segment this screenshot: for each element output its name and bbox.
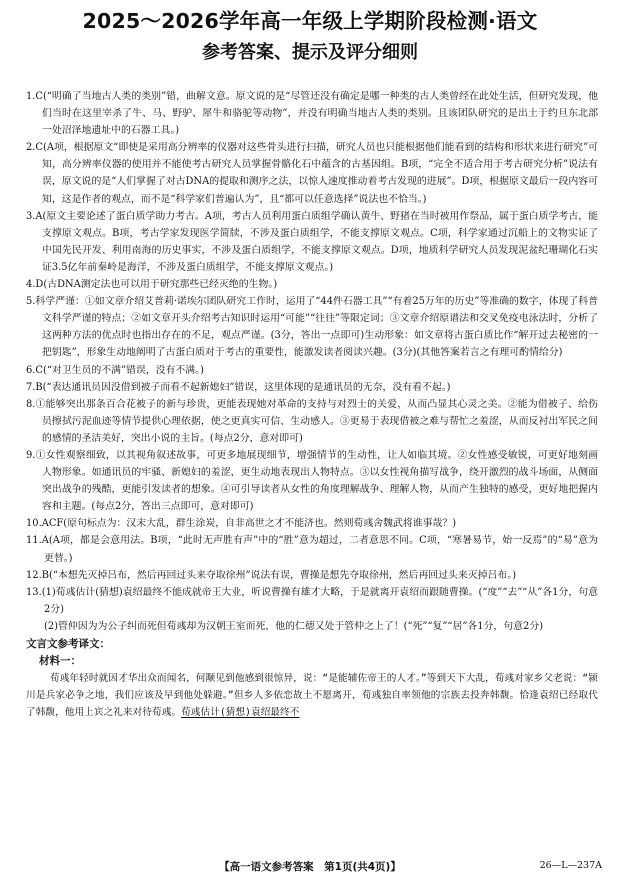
answer-subitem: (2)管仲因为为公子纠而死但荀彧却为汉朝王室而死，他的仁德又处于管仲之上了！(“死”“复”“居”各1分，句意2分) bbox=[44, 620, 544, 632]
answer-item: 3.A(原文主要论述了蛋白质学助力考古。A项，考古人员利用蛋白质组学确认黄牛、野猪在当时被用作祭品，属于蛋白质学考古，能支撑原文观点。B项，考古学家发现医学简牍，不涉及蛋白质组学，不能支撑原文观点。C项，科学家通过沉船上的文物实证了中国先民开发、利用南海的历史事实，不涉及蛋白质组学，不能支撑原文观点。D项，地质科学研究人员发现泥盆纪珊瑚化石实证3.5亿年前秦岭是海洋，不涉及蛋白质组学，不能支撑原文观点。) bbox=[26, 210, 598, 273]
answer-item: 1.C(“明确了当地古人类的类别”错，曲解文意。原文说的是“尽管还没有确定是哪一种类的古人类曾经在此处生活，但研究发现，他们当时在这里宰杀了牛、马、野驴、犀牛和骆驼等动物”，并没有明确当地古人类的类别。且该团队研究的是出土于约旦东北部一处沼泽地遗址中的石器工具。) bbox=[26, 91, 598, 137]
answer-item: 5.科学严谨：①如文章介绍艾普莉·诺埃尔团队研究工作时，运用了“44件石器工具”“有着25万年的历史”等准确的数字，体现了科普文科学严谨的特点；②如文章开头介绍考古知识时运用“可能”“往往”等限定词；③文章介绍原谱法和交叉免疫电泳法时，分析了这两种方法的优点时也指出存在的不足，观点严谨。(3分，答出一点即可)生动形象：如文章将古蛋白质比作“解开过去秘密的一把钥匙”，形象生动地阐明了古蛋白质对于考古的重要性，能激发读者阅读兴趣。(3分)(其他答案若言之有理可酌情给分) bbox=[26, 296, 598, 359]
answer-list bbox=[26, 88, 598, 721]
footer-code: 26—L—237A bbox=[539, 860, 602, 871]
answer-item: 10.ACF(原句标点为：汉末大乱，群生涂炭，自非高世之才不能济也。然则荀彧舍魏武将谁事哉？) bbox=[26, 518, 457, 530]
answer-item: 13.(1)荀彧估计(猜想)袁绍最终不能成就帝王大业，听说曹操有雄才大略，于是就离开袁绍而跟随曹操。(“度”“去”“从”各1分，句意2分) (2)管仲因为为公子纠而死但荀彧却为汉朝王室而死，他的仁德又处于管仲之上了！(“死”“复”“居”各1分，句意2分) bbox=[26, 584, 598, 635]
answer-item: 9.①女性观察细致，以其视角叙述故事，可更多地展现细节，增强情节的生动性，让人如临其境。②女性感受敏锐，可更好地刻画人物形象。如通讯员的牢骚、新媳妇的羞涩，更生动地表现出人物特点。③以女性视角描写战争，绕开激烈的战斗场面，从侧面突出战争的残酷，更能引发读者的想象。④可引导读者从女性的角度理解战争、理解人物，从而产生独特的感受，更好地把握内容和主题。(每点2分，答出三点即可，意对即可) bbox=[26, 449, 598, 513]
page-title: 2025～2026学年高一年级上学期阶段检测·语文 bbox=[82, 9, 538, 33]
answer-item: 6.C(“对卫生员的不满”错误，没有不满。) bbox=[26, 364, 204, 376]
answer-item: 8.①能够突出那条百合花被子的新与珍贵，更能表现她对革命的支持与对烈士的关爱，从而凸显其心灵之美。②能为借被子、给伤员擦拭污泥血迹等情节提供心理依据，使之更真实可信、生动感人。③更易于表现借被之难与帮忙之羞涩，从而反衬出军民之间的感情的圣洁美好，突出小说的主旨。(每点2分，意对即可) bbox=[26, 398, 598, 444]
answer-item: 2.C(A项，根据原文“即使是采用高分辨率的仪器对这些骨头进行扫描，研究人员也只能根据他们能看到的结构和形状来进行研究”可知，高分辨率仪器的使用并不能使考古研究人员掌握骨骼化石中蕴含的古基因组。B项，“完全不适合用于考古研究分析”说法有误，原文说的是“人们掌握了对古DNA的提取和测序之法，以惊人速度推动着考古发现的进展”。D项，根据原文最后一段内容可知，这是作者的观点，而不是“科学家们普遍认为”，且“都可以任意选择”说法也不恰当。) bbox=[26, 142, 598, 205]
answer-item: 11.A(A项，都是会意用法。B项，“此时无声胜有声”中的“胜”意为超过，二者意思不同。C项，“寒暑易节，始一反焉”的“易”意为更替。) bbox=[26, 535, 598, 564]
answer-item: 12.B(“本想先灭掉吕布，然后再回过头来夺取徐州”说法有误，曹操是想先夺取徐州，然后再回过头来灭掉吕布。) bbox=[26, 569, 517, 581]
translation-section-title: 文言文参考译文： bbox=[26, 638, 110, 650]
answer-item: 4.D(古DNA测定法也可以用于研究那些已经灭绝的生物。) bbox=[26, 279, 278, 291]
page-subtitle: 参考答案、提示及评分细则 bbox=[202, 42, 418, 63]
page-footer bbox=[0, 859, 620, 875]
footer-page-label: 【高一语文参考答案 第1页(共4页)】 bbox=[219, 861, 401, 873]
underlined-sentence: 荀彧估计(猜想)袁绍最终不 bbox=[181, 707, 300, 719]
translation-text: 荀彧年轻时就因才华出众而闻名，何颙见到他感到很惊异，说：“是能辅佐帝王的人才。”等到天下大乱，荀彧对家乡父老说：“颍川是兵家必争之地，我们应该及早到他处躲避。”但乡人多依恋故土不愿离开，荀彧独自率领他的宗族去投奔韩馥。恰逢袁绍已经取代了韩馥，他用上宾之礼来对待荀彧。荀彧估计(猜想)袁绍最终不 bbox=[26, 673, 598, 719]
material-title: 材料一： bbox=[39, 655, 81, 668]
answer-item: 7.B(“表达通讯员因没借到被子而看不起新媳妇”错误，这里体现的是通讯员的无奈，没有看不起。) bbox=[26, 381, 451, 393]
